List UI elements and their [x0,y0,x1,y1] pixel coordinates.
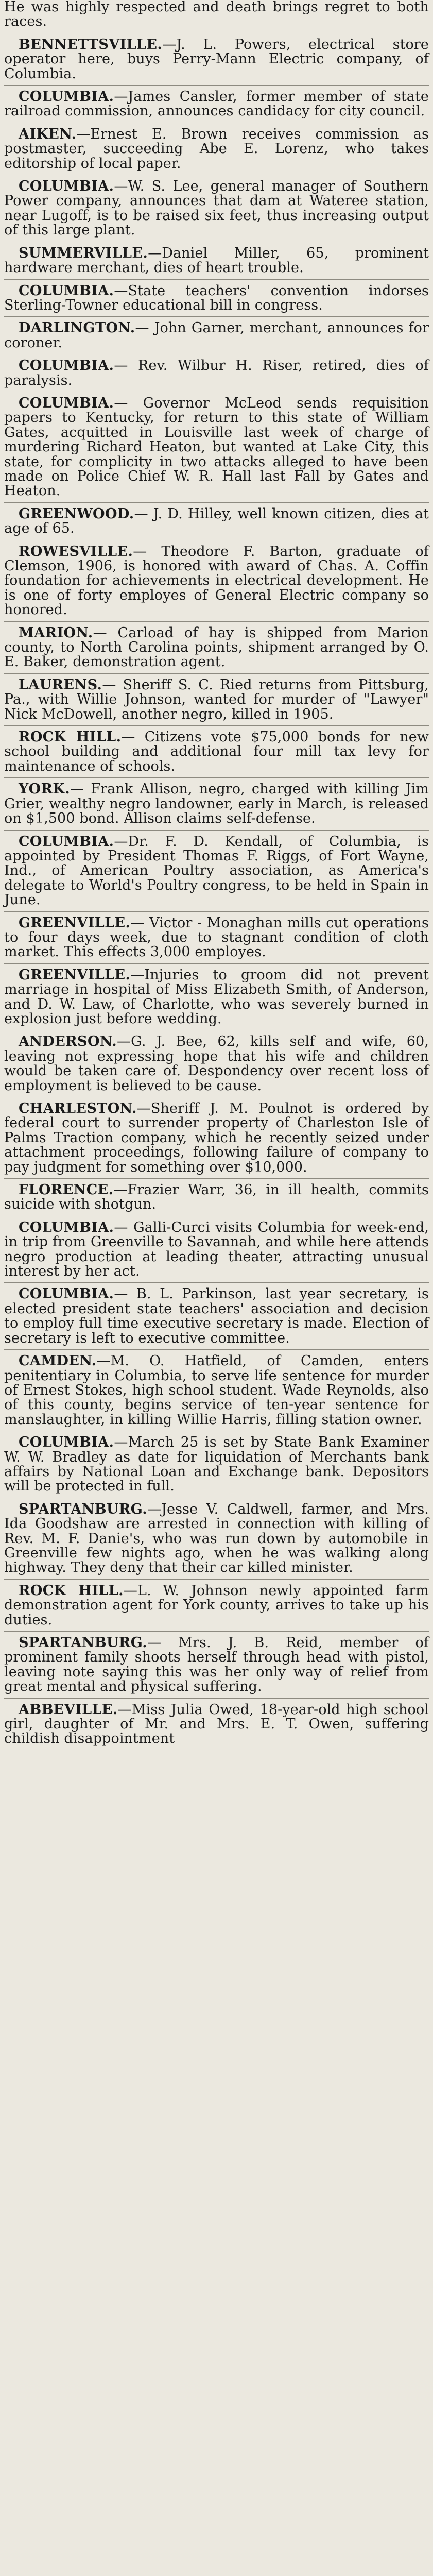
item-text: —State teachers' convention indorses Sterling-Towner educational bill in congress. [4,282,429,313]
dateline: ABBEVILLE. [19,1701,118,1718]
item-text: —Ernest E. Brown receives commission as postmaster, succeeding Abe E. Lorenz, who takes editorship of local paper. [4,126,429,172]
news-item [4,90,429,123]
dateline: COLUMBIA. [19,1434,114,1451]
item-text: —M. O. Hatfield, of Camden, enters penitentiary in Columbia, to serve life sentence for murder of Ernest Stokes, high school student. Wade Reynolds, also of this county, begins service of ten-year sentence for manslaughter, in killing Willie Harris, filling station owner. [4,1353,429,1428]
news-item [4,1221,429,1283]
news-item [4,1354,429,1431]
dateline: GREENVILLE. [19,967,131,983]
item-text: — John Garner, merchant, announces for coroner. [4,320,429,351]
news-item [4,782,429,830]
dateline: ANDERSON. [19,1033,117,1050]
news-item [4,968,429,1031]
dateline: CHARLESTON. [19,1100,137,1116]
dateline: BENNETTSVILLE. [19,36,163,53]
news-item [4,321,429,354]
news-item [4,678,429,726]
item-text: — J. D. Hilley, well known citizen, dies at age of 65. [4,505,429,537]
item-text: He was highly respected and death brings regret to both races. [4,0,429,30]
dateline: SPARTANBURG. [19,1501,148,1517]
dateline: SUMMERVILLE. [19,245,148,261]
item-text: — Victor - Monaghan mills cut operations to four days week, due to stagnant condition of cloth market. This effects 3,000 employes. [4,914,429,960]
item-text: — Theodore F. Barton, graduate of Clemson, 1906, is honored with award of Chas. A. Coffin foundation for achievements in electrical development. He is one of forty employes of General Electric company so honored. [4,543,429,618]
dateline: FLORENCE. [19,1182,114,1198]
item-text: —Miss Julia Owed, 18-year-old high school girl, daughter of Mr. and Mrs. E. T. Owen, suffering childish disappointment [4,1701,429,1747]
news-item [4,1287,429,1350]
item-text: — Governor McLeod sends requisition papers to Kentucky, for return to this state of William Gates, acquitted in Louisville last week of charge of murdering Richard Heaton, but wanted at Lake City, this state, for complicity in two attacks alleged to have been made on Police Chief W. R. Hall last Fall by Gates and Heaton. [4,395,429,499]
news-item [4,1035,429,1097]
news-column [4,0,429,1754]
item-text: — Sheriff S. C. Ried returns from Pittsburg, Pa., with Willie Johnson, wanted for murder of "Lawyer" Nick McDowell, another negro, killed in 1905. [4,676,429,722]
item-text: — Citizens vote $75,000 bonds for new school building and additional four mill tax levy for maintenance of schools. [4,729,429,774]
dateline: COLUMBIA. [19,1219,114,1235]
dateline: GREENWOOD. [19,505,134,522]
news-item [4,545,429,622]
news-item [4,1584,429,1632]
item-text: —W. S. Lee, general manager of Southern Power company, announces that dam at Wateree station, near Lugoff, is to be raised six feet, thus increasing output of this large plant. [4,178,429,239]
dateline: ROCK HILL. [19,1582,124,1599]
news-item [4,1183,429,1216]
item-text: —Jesse V. Caldwell, farmer, and Mrs. Ida Goodshaw are arrested in connection with killing of Rev. M. F. Danie's, who was run down by automobile in Greenville few nights ago, when he was walking along highway. They deny that their car killed minister. [4,1501,429,1576]
item-text: —Injuries to groom did not prevent marriage in hospital of Miss Elizabeth Smith, of Anderson, and D. W. Law, of Charlotte, who was severely burned in explosion just before wedding. [4,967,429,1027]
news-item [4,1435,429,1498]
item-text: —L. W. Johnson newly appointed farm demonstration agent for York county, arrives to take up his duties. [4,1582,429,1628]
news-item [4,835,429,912]
item-text: —Dr. F. D. Kendall, of Columbia, is appointed by President Thomas F. Riggs, of Fort Wayne, Ind., of American Poultry association, as America's delegate to World's Poultry congress, to be held in Spain in June. [4,833,429,908]
item-text: —March 25 is set by State Bank Examiner W. W. Bradley as date for liquidation of Merchants bank affairs by National Loan and Exchange bank. Depositors will be protected in full. [4,1434,429,1495]
dateline: YORK. [19,781,71,798]
dateline: LAURENS. [19,676,102,693]
item-text: —James Cansler, former member of state railroad commission, announces candidacy for city council. [4,89,429,120]
news-item [4,916,429,964]
news-item [4,38,429,86]
dateline: ROCK HILL. [19,729,122,745]
news-item [4,507,429,540]
dateline: COLUMBIA. [19,395,114,411]
dateline: AIKEN. [19,126,77,142]
news-item [4,1703,429,1750]
news-item [4,246,429,280]
item-text: —Frazier Warr, 36, in ill health, commits suicide with shotgun. [4,1182,429,1213]
item-text: —Sheriff J. M. Poulnot is ordered by federal court to surrender property of Charleston Isle of Palms Traction company, which he recently seized under attachment proceedings, following failure of company to pay judgment for something over $10,000. [4,1100,429,1175]
dateline: DARLINGTON. [19,320,135,336]
item-text: — B. L. Parkinson, last year secretary, is elected president state teachers' association and decision to employ full time executive secretary is made. Election of secretary is left to executive committee. [4,1286,429,1346]
news-item [4,1101,429,1179]
dateline: COLUMBIA. [19,358,114,374]
news-item [4,730,429,778]
dateline: CAMDEN. [19,1353,97,1369]
dateline: GREENVILLE. [19,914,131,931]
item-text: —Daniel Miller, 65, prominent hardware merchant, dies of heart trouble. [4,245,429,276]
news-item [4,284,429,317]
news-item [4,179,429,242]
dateline: COLUMBIA. [19,89,114,105]
news-item [4,0,429,33]
item-text: —G. J. Bee, 62, kills self and wife, 60, leaving not expressing hope that his wife and children would be taken care of. Despondency over recent loss of employment is believed to be cause. [4,1033,429,1094]
news-item [4,626,429,674]
item-text: —J. L. Powers, electrical store operator here, buys Perry-Mann Electric company, of Columbia. [4,36,429,82]
item-text: — Carload of hay is shipped from Marion county, to North Carolina points, shipment arranged by O. E. Baker, demonstration agent. [4,624,429,670]
dateline: COLUMBIA. [19,1286,114,1302]
item-text: — Rev. Wilbur H. Riser, retired, dies of paralysis. [4,358,429,388]
dateline: ROWESVILLE. [19,543,133,560]
news-item [4,396,429,503]
dateline: COLUMBIA. [19,178,114,195]
news-item [4,359,429,392]
news-item [4,1636,429,1699]
dateline: COLUMBIA. [19,833,114,850]
news-item [4,1502,429,1580]
item-text: — Galli-Curci visits Columbia for week-end, in trip from Greenville to Savannah, and while here attends negro production at leading theater, attracting unusual interest by her act. [4,1219,429,1280]
dateline: SPARTANBURG. [19,1635,148,1651]
news-item [4,127,429,175]
dateline: COLUMBIA. [19,282,114,299]
item-text: — Mrs. J. B. Reid, member of prominent family shoots herself through head with pistol, leaving note saying this was her only way of relief from great mental and physical suffering. [4,1635,429,1695]
dateline: MARION. [19,624,93,641]
item-text: — Frank Allison, negro, charged with killing Jim Grier, wealthy negro landowner, early in March, is released on $1,500 bond. Allison claims self-defense. [4,781,429,827]
